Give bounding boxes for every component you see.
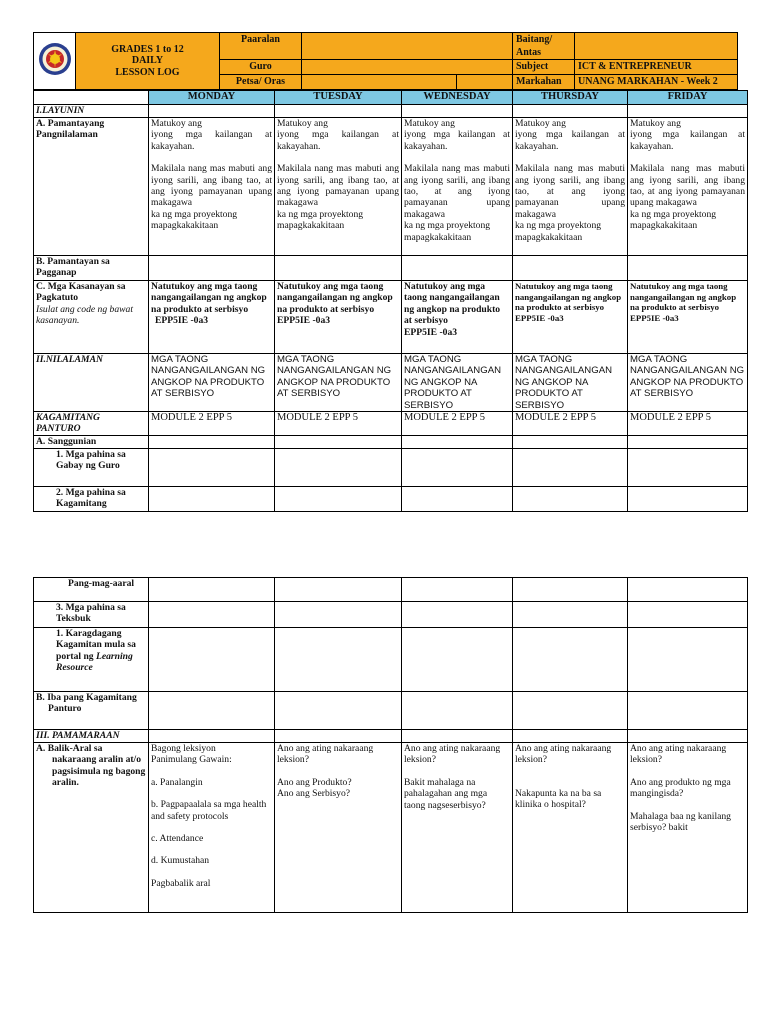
module-tuesday: MODULE 2 EPP 5 <box>275 412 402 436</box>
label-subject: Subject <box>513 60 575 75</box>
row-label-iba-pang-kagamitan: B. Iba pang Kagamitang Panturo <box>34 692 149 730</box>
kasanayan-code: EPP5IE -0a3 <box>277 315 331 327</box>
balik-aral-text: Nakapunta ka na ba sa klinika o hospital? <box>515 787 602 811</box>
balik-aral-text: d. Kumustahan <box>151 855 210 867</box>
title-line-3: LESSON LOG <box>115 66 180 78</box>
deped-seal-icon <box>38 42 72 76</box>
kasanayan-label: C. Mga Kasanayan sa Pagkatuto <box>36 281 126 304</box>
lesson-log-table-page-1 <box>33 90 748 512</box>
kasanayan-note: Isulat ang code ng bawat kasanayan. <box>36 303 133 327</box>
kasanayan-text: Natutukoy ang mga taong nangangailangan ng angkop na produkto at serbisyo <box>630 281 737 313</box>
balik-aral-text: Ano ang ating nakaraang leksion? <box>515 743 612 766</box>
row-label-pang-mag-aaral: Pang-mag-aaral <box>34 578 149 602</box>
section-nilalaman: II.NILALAMAN <box>34 354 149 412</box>
pp-text: Makilala nang mas mabuti ang iyong sarili, ang ibang tao, at ang iyong pamayanan upang makagawa <box>151 163 272 209</box>
kasanayan-code: EPP5IE -0a3 <box>155 315 209 327</box>
pp-tuesday <box>275 118 402 256</box>
balik-aral-thursday <box>513 743 628 913</box>
pp-text: ka ng mga proyektong mapagkakakitaan <box>277 208 364 232</box>
pp-text: Matukoy ang <box>404 118 455 129</box>
nilalaman-tuesday: MGA TAONG NANGANGAILANGAN NG ANGKOP NA PRODUKTO AT SERBISYO <box>275 354 402 412</box>
day-header-tuesday: TUESDAY <box>275 91 402 105</box>
module-wednesday: MODULE 2 EPP 5 <box>402 412 513 436</box>
corner-cell <box>34 91 149 105</box>
balik-aral-text: Ano ang ating nakaraang leksion? <box>404 743 501 766</box>
title-line-1: GRADES 1 to 12 <box>111 43 184 55</box>
balik-aral-text: Ano ang ating nakaraang leksion? <box>630 743 727 766</box>
row-label-kasanayan <box>34 281 149 354</box>
pp-text: Matukoy ang <box>277 118 328 129</box>
kasanayan-tuesday <box>275 281 402 354</box>
balik-aral-tuesday <box>275 743 402 913</box>
label-markahan: Markahan <box>513 75 575 90</box>
balik-aral-text: Panimulang Gawain: <box>151 754 232 766</box>
balik-aral-text: b. Pagpapaalala sa mga health and safety protocols <box>151 799 267 822</box>
module-thursday: MODULE 2 EPP 5 <box>513 412 628 436</box>
pp-text: ka ng mga proyektong mapagkakakitaan <box>404 220 491 243</box>
kasanayan-text: Natutukoy ang mga taong nangangailangan ng angkop na produkto at serbisyo <box>277 281 393 315</box>
kasanayan-text: Natutukoy ang mga taong nangangailangan ng angkop na produkto at serbisyo <box>151 281 267 315</box>
section-kagamitang-panturo: KAGAMITANG PANTURO <box>34 412 149 436</box>
pp-text: iyong mga kailangan at kakayahan. <box>515 129 625 152</box>
day-header-wednesday: WEDNESDAY <box>402 91 513 105</box>
day-header-friday: FRIDAY <box>628 91 748 105</box>
kasanayan-wednesday <box>402 281 513 354</box>
guro-value[interactable] <box>302 60 513 75</box>
pp-text: ka ng mga proyektong mapagkakakitaan <box>151 208 238 232</box>
module-monday: MODULE 2 EPP 5 <box>149 412 275 436</box>
learning-resource-label: Learning Resource <box>56 650 133 674</box>
label-baitang: Baitang/ Antas <box>513 33 575 60</box>
section-layunin: I.LAYUNIN <box>34 105 149 118</box>
pp-text: Makilala nang mas mabuti ang iyong sarili, ang ibang tao, at ang iyong pamayanan upang makagawa <box>277 163 399 209</box>
paaralan-value[interactable] <box>302 33 513 60</box>
pp-text: Matukoy ang <box>630 118 681 129</box>
row-label-gabay-ng-guro: 1. Mga pahina sa Gabay ng Guro <box>34 449 149 487</box>
balik-aral-text: Mahalaga baa ng kanilang serbisyo? bakit <box>630 810 731 834</box>
pp-text: ka ng mga proyektong mapagkakakitaan <box>630 208 717 232</box>
day-header-monday: MONDAY <box>149 91 275 105</box>
pp-text: iyong mga kailangan at kakayahan. <box>404 129 510 152</box>
pp-thursday <box>513 118 628 256</box>
petsa-value[interactable] <box>302 75 457 90</box>
lesson-log-table-page-2 <box>33 577 748 913</box>
subject-value[interactable]: ICT & ENTREPRENEUR <box>575 60 738 75</box>
balik-aral-friday <box>628 743 748 913</box>
oras-value[interactable] <box>457 75 513 90</box>
karagdagang-label: 1. Karagdagang Kagamitan mula sa portal ng <box>56 628 136 662</box>
markahan-value[interactable]: UNANG MARKAHAN - Week 2 <box>575 75 738 90</box>
kasanayan-code: EPP5IE -0a3 <box>404 326 458 338</box>
title-line-2: DAILY <box>131 55 164 67</box>
day-header-thursday: THURSDAY <box>513 91 628 105</box>
balik-aral-text: Pagbabalik aral <box>151 877 211 889</box>
grades-title <box>76 33 220 90</box>
kasanayan-friday <box>628 281 748 354</box>
nilalaman-monday: MGA TAONG NANGANGAILANGAN NG ANGKOP NA PRODUKTO AT SERBISYO <box>149 354 275 412</box>
kasanayan-text: Natutukoy ang mga taong nangangailangan ng angkop na produkto at serbisyo <box>404 281 501 327</box>
pp-text: Makilala nang mas mabuti ang iyong sarili, ang ibang tao, at ang iyong pamayanan upang makagawa <box>630 163 745 209</box>
pp-text: iyong mga kailangan at kakayahan. <box>277 129 399 152</box>
pp-text: iyong mga kailangan at kakayahan. <box>151 129 272 152</box>
pp-text: iyong mga kailangan at kakayahan. <box>630 129 745 152</box>
pp-monday <box>149 118 275 256</box>
pp-wednesday <box>402 118 513 256</box>
balik-aral-text: Ano ang ating nakaraang leksion? <box>277 743 374 766</box>
balik-aral-text: c. Attendance <box>151 833 204 845</box>
row-label-kagamitang-pang-mag-aaral: 2. Mga pahina sa Kagamitang <box>34 487 149 512</box>
pp-text: Matukoy ang <box>515 118 566 129</box>
row-label-pamantayang-pangnilalaman: A. Pamantayang Pangnilalaman <box>34 118 149 256</box>
balik-aral-text: Ano ang Serbisyo? <box>277 788 351 800</box>
kasanayan-text: Natutukoy ang mga taong nangangailangan ng angkop na produkto at serbisyo <box>515 281 622 313</box>
kasanayan-code: EPP5IE -0a3 <box>515 312 564 323</box>
kasanayan-thursday <box>513 281 628 354</box>
kasanayan-monday <box>149 281 275 354</box>
balik-aral-text: Bagong leksiyon <box>151 743 216 754</box>
baitang-value[interactable] <box>575 33 738 60</box>
row-label-balik-aral: A. Balik-Aral sa nakaraang aralin at/o pagsisimula ng bagong aralin. <box>34 743 149 913</box>
pp-text: Matukoy ang <box>151 118 202 129</box>
balik-aral-wednesday <box>402 743 513 913</box>
logo-cell <box>34 33 76 90</box>
nilalaman-wednesday: MGA TAONG NANGANGAILANGAN NG ANGKOP NA PRODUKTO AT SERBISYO <box>402 354 513 412</box>
module-friday: MODULE 2 EPP 5 <box>628 412 748 436</box>
row-label-teksbuk: 3. Mga pahina sa Teksbuk <box>34 602 149 628</box>
row-label-sanggunian: A. Sanggunian <box>34 436 149 449</box>
pp-friday <box>628 118 748 256</box>
label-guro: Guro <box>220 60 302 75</box>
pp-text: ka ng mga proyektong mapagkakakitaan <box>515 220 602 243</box>
balik-aral-text: Bakit mahalaga na pahalagahan ang mga taong nagseserbisyo? <box>404 776 488 811</box>
balik-aral-text: Ano ang produkto ng mga mangingisda? <box>630 776 731 800</box>
row-label-karagdagang-kagamitan <box>34 628 149 692</box>
nilalaman-friday: MGA TAONG NANGANGAILANGAN NG ANGKOP NA PRODUKTO AT SERBISYO <box>628 354 748 412</box>
row-label-pamantayan-sa-pagganap: B. Pamantayan sa Pagganap <box>34 256 149 281</box>
pp-text: Makilala nang mas mabuti ang iyong sarili, ang ibang tao, at ang iyong pamayanan upang makagawa <box>515 163 625 220</box>
nilalaman-thursday: MGA TAONG NANGANGAILANGAN NG ANGKOP NA PRODUKTO AT SERBISYO <box>513 354 628 412</box>
label-paaralan: Paaralan <box>220 33 302 60</box>
balik-aral-monday <box>149 743 275 913</box>
label-petsa: Petsa/ Oras <box>220 75 302 90</box>
balik-aral-text: Ano ang Produkto? <box>277 776 352 788</box>
balik-aral-text: a. Panalangin <box>151 776 203 788</box>
kasanayan-code: EPP5IE -0a3 <box>630 312 679 323</box>
pp-text: Makilala nang mas mabuti ang iyong sarili, ang ibang tao, at ang iyong pamayanan upang makagawa <box>404 163 510 220</box>
lesson-log-header <box>33 32 738 90</box>
section-pamamaraan: III. PAMAMARAAN <box>34 730 149 743</box>
